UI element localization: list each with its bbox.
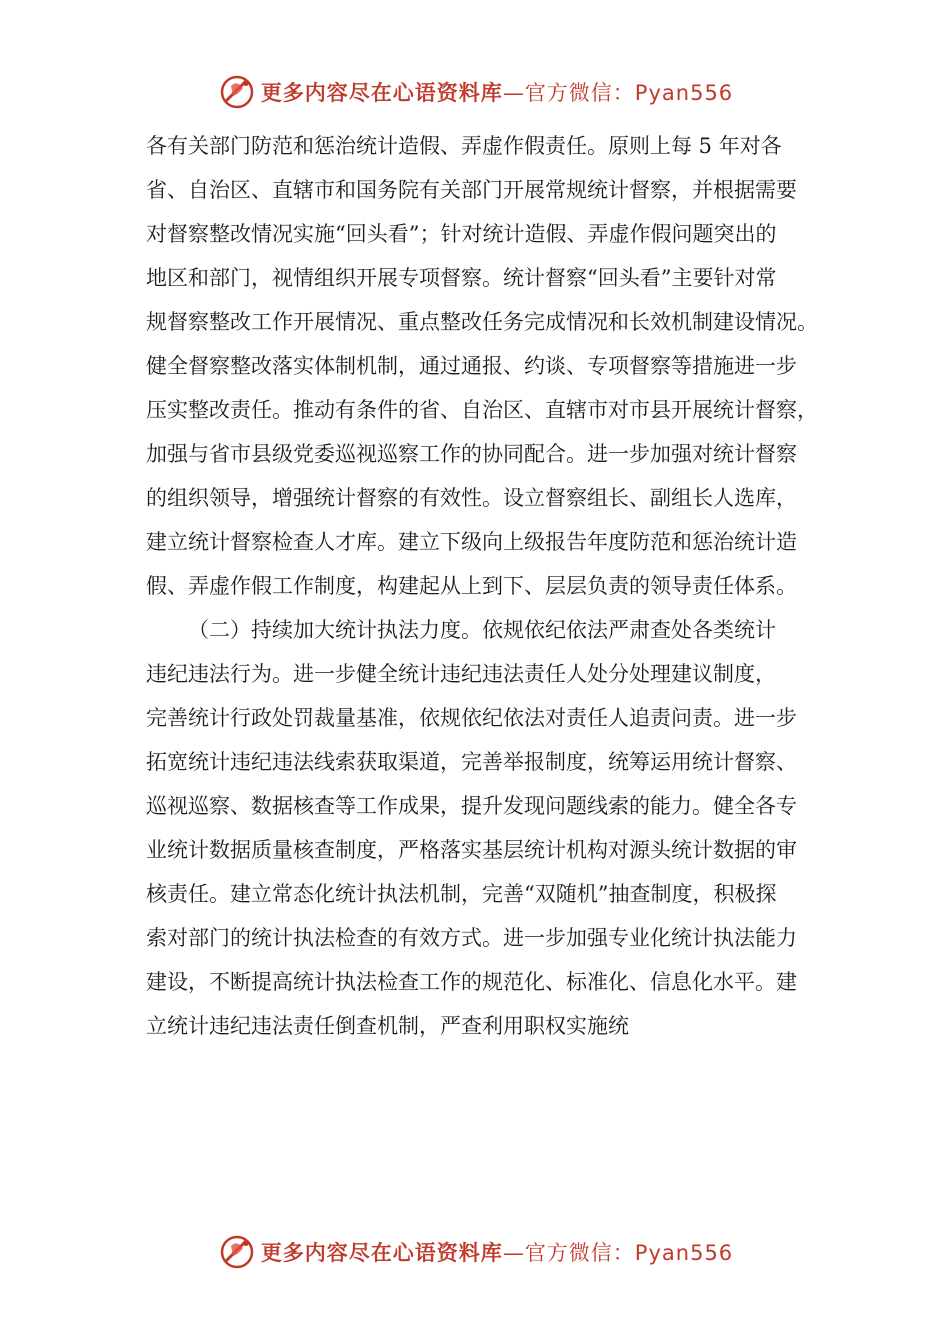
text-line: 核责任。建立常态化统计执法机制，完善“双随机”抽查制度，积极探	[146, 882, 777, 906]
text-line: 健全督察整改落实体制机制，通过通报、约谈、专项督察等措施进一步	[146, 354, 797, 378]
text-line: 加强与省市县级党委巡视巡察工作的协同配合。进一步加强对统计督察	[146, 442, 797, 466]
paragraph-2	[146, 608, 818, 1048]
banner-title: 更多内容尽在心语资料库	[260, 1241, 503, 1265]
banner-contact: —官方微信：Pyan556	[502, 1241, 734, 1265]
brand-logo-icon	[217, 72, 257, 112]
text-line: 的组织领导，增强统计督察的有效性。设立督察组长、副组长人选库，	[146, 486, 797, 510]
text-line: 建立统计督察检查人才库。建立下级向上级报告年度防范和惩治统计造	[146, 530, 797, 554]
text-line: 业统计数据质量核查制度，严格落实基层统计机构对源头统计数据的审	[146, 838, 797, 862]
text-line: 地区和部门，视情组织开展专项督察。统计督察“回头看”主要针对常	[146, 266, 777, 290]
text-line: 省、自治区、直辖市和国务院有关部门开展常规统计督察，并根据需要	[146, 178, 797, 202]
text-line: 巡视巡察、数据核查等工作成果，提升发现问题线索的能力。健全各专	[146, 794, 797, 818]
text-line: 各有关部门防范和惩治统计造假、弄虚作假责任。原则上每 5 年对各	[146, 134, 782, 158]
text-line: 索对部门的统计执法检查的有效方式。进一步加强专业化统计执法能力	[146, 926, 797, 950]
text-line: （二）持续加大统计执法力度。依规依纪依法严肃查处各类统计	[188, 618, 776, 642]
footer-banner	[0, 1230, 950, 1274]
header-banner	[0, 70, 950, 114]
text-line: 对督察整改情况实施“回头看”；针对统计造假、弄虚作假问题突出的	[146, 222, 777, 246]
brand-logo-icon	[217, 1232, 257, 1272]
text-line: 拓宽统计违纪违法线索获取渠道，完善举报制度，统筹运用统计督察、	[146, 750, 797, 774]
text-line: 立统计违纪违法责任倒查机制，严查利用职权实施统	[146, 1014, 629, 1038]
text-line: 规督察整改工作开展情况、重点整改任务完成情况和长效机制建设情况。	[146, 310, 818, 334]
text-line: 完善统计行政处罚裁量基准，依规依纪依法对责任人追责问责。进一步	[146, 706, 797, 730]
text-line: 违纪违法行为。进一步健全统计违纪违法责任人处分处理建议制度，	[146, 662, 776, 686]
document-body	[146, 124, 818, 1048]
banner-contact: —官方微信：Pyan556	[502, 81, 734, 105]
text-line: 压实整改责任。推动有条件的省、自治区、直辖市对市县开展统计督察，	[146, 398, 818, 422]
paragraph-1	[146, 124, 818, 608]
text-line: 建设，不断提高统计执法检查工作的规范化、标准化、信息化水平。建	[146, 970, 797, 994]
text-line: 假、弄虚作假工作制度，构建起从上到下、层层负责的领导责任体系。	[146, 574, 797, 598]
banner-title: 更多内容尽在心语资料库	[260, 81, 503, 105]
